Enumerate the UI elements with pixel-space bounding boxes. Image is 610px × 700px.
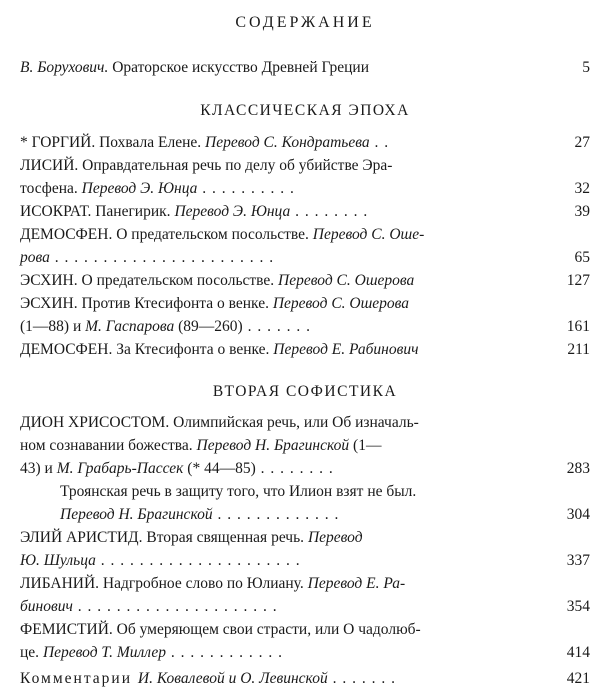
toc-entry-demosthenes-embassy: ДЕМОСФЕН. О предательском посольстве. Перевод С. Оше- (20, 226, 425, 243)
toc-entry-demosthenes-embassy-cont: рова . . . . . . . . . . . . . . . . . . . . . . . (20, 249, 275, 266)
toc-entry-dio-trojan-cont: Перевод Н. Брагинской . . . . . . . . . . . . . (60, 506, 340, 523)
page-number: 414 (566, 644, 590, 661)
section-heading-second-sophistic: ВТОРАЯ СОФИСТИКА (212, 383, 398, 400)
toc-entry-intro (20, 59, 369, 77)
page-number: 211 (567, 341, 590, 358)
toc-entry-aristides-cont: Ю. Шульца . . . . . . . . . . . . . . . . . . . . . (20, 552, 301, 569)
page-number: 127 (566, 272, 590, 289)
intro-title: Ораторское искусство Древней Греции (108, 59, 369, 76)
toc-entry-dio-trojan: Троянская речь в защиту того, что Илион взят не был. (60, 483, 417, 500)
toc-entry-gorgias: * ГОРГИЙ. Похвала Елене. Перевод С. Кондратьева . . (20, 134, 390, 151)
intro-page-number: 5 (582, 59, 590, 76)
page-number: 337 (566, 552, 590, 569)
page-number: 304 (566, 506, 590, 523)
page-number: 65 (574, 249, 590, 266)
toc-entry-lysias: ЛИСИЙ. Оправдательная речь по делу об убийстве Эра- (20, 157, 393, 174)
toc-entry-dio-olympic: ДИОН ХРИСОСТОМ. Олимпийская речь, или Об изначаль- (20, 414, 419, 431)
toc-entry-aeschines-ctesiphon-cont: (1—88) и М. Гаспарова (89—260) . . . . . . . (20, 318, 311, 335)
toc-entry-aeschines-embassy: ЭСХИН. О предательском посольстве. Перевод С. Ошерова (20, 272, 415, 289)
toc-entry-themistius: ФЕМИСТИЙ. Об умеряющем свои страсти, или О чадолюб- (20, 621, 421, 638)
toc-entry-aeschines-ctesiphon: ЭСХИН. Против Ктесифонта о венке. Перевод С. Ошерова (20, 295, 410, 312)
page-number: 161 (566, 318, 590, 335)
toc-entry-dio-olympic-cont2: 43) и М. Грабарь-Пассек (* 44—85) . . . . . . . . (20, 460, 334, 477)
page-number: 354 (566, 598, 590, 615)
page-number: 39 (574, 203, 590, 220)
toc-entry-commentary: Комментарии И. Ковалевой и О. Левинской . . . . . . . (20, 670, 396, 687)
section-heading-classical: КЛАССИЧЕСКАЯ ЭПОХА (200, 102, 410, 119)
toc-entry-themistius-cont: це. Перевод Т. Миллер . . . . . . . . . . . . (20, 644, 284, 661)
toc-entry-demosthenes-crown: ДЕМОСФЕН. За Ктесифонта о венке. Перевод Е. Рабинович (20, 341, 419, 358)
page-number: 32 (574, 180, 590, 197)
toc-entry-isocrates: ИСОКРАТ. Панегирик. Перевод Э. Юнца . . . . . . . . (20, 203, 369, 220)
toc-entry-aristides: ЭЛИЙ АРИСТИД. Вторая священная речь. Перевод (20, 529, 363, 546)
page-number: 283 (566, 460, 590, 477)
intro-author: В. Борухович. (20, 59, 109, 76)
toc-entry-libanius-cont: бинович . . . . . . . . . . . . . . . . . . . . . (20, 598, 278, 615)
toc-entry-dio-olympic-cont: ном сознавании божества. Перевод Н. Брагинской (1— (20, 437, 382, 454)
toc-entry-libanius: ЛИБАНИЙ. Надгробное слово по Юлиану. Перевод Е. Ра- (20, 575, 406, 592)
page-title: СОДЕРЖАНИЕ (235, 14, 375, 31)
page-number: 27 (574, 134, 590, 151)
page-number: 421 (566, 670, 590, 687)
toc-entry-lysias-cont: тосфена. Перевод Э. Юнца . . . . . . . . . . (20, 180, 295, 197)
